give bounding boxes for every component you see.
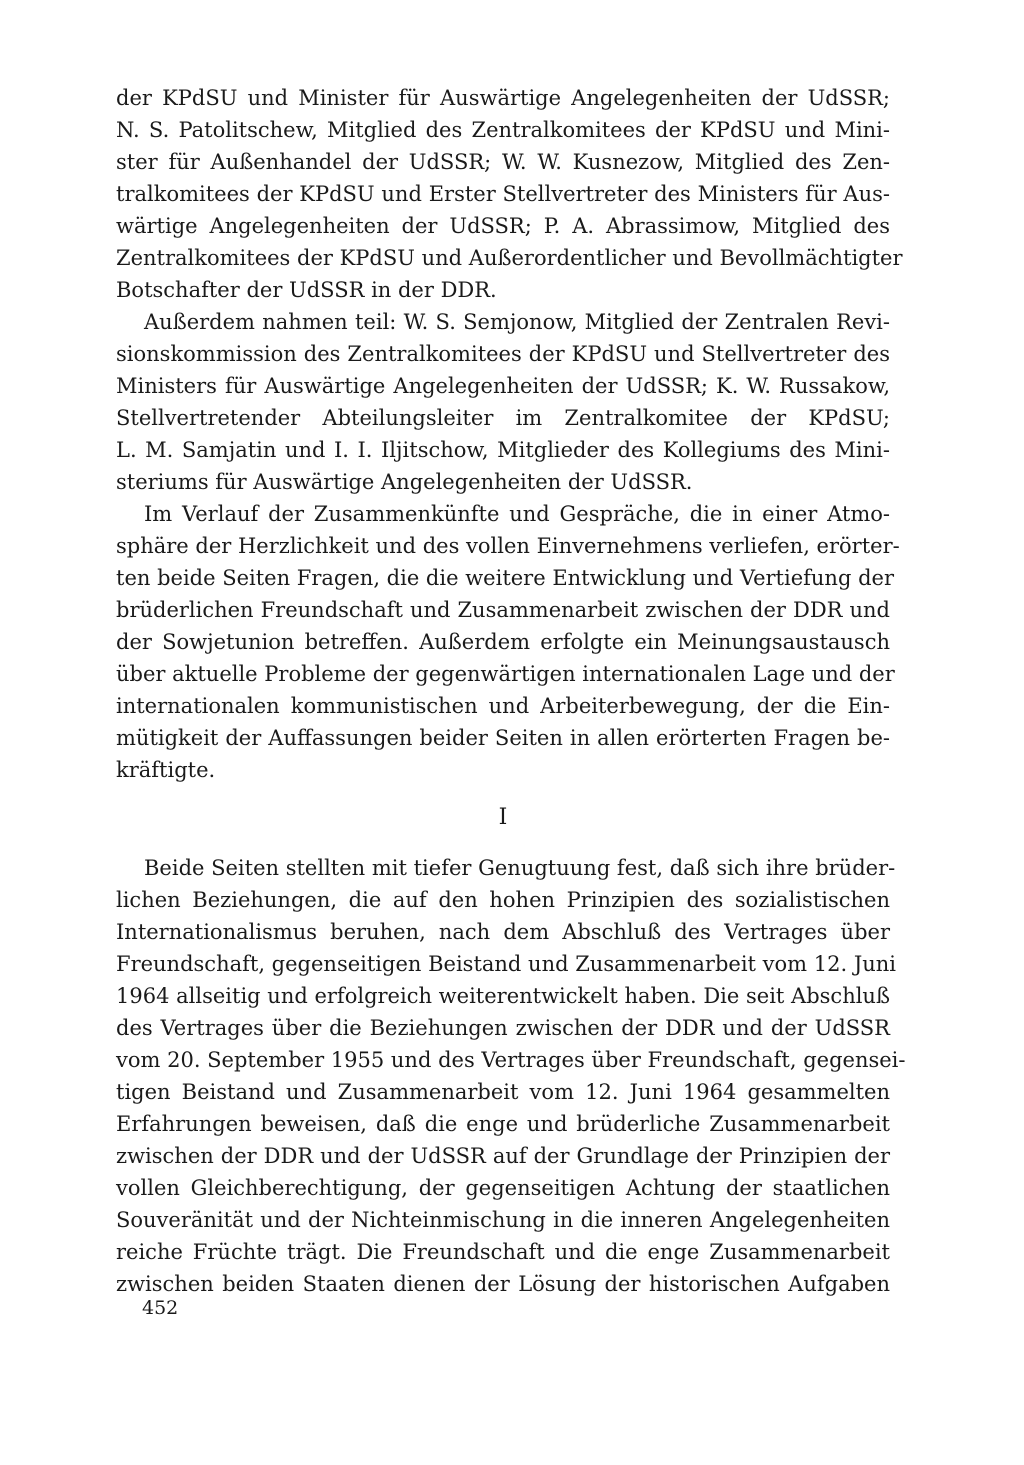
- text-line: zwischen beiden Staaten dienen der Lösung der historischen Aufgaben: [116, 1272, 890, 1296]
- text-line: Souveränität und der Nichteinmischung in die inneren Angelegenheiten: [116, 1208, 890, 1232]
- text-line: der KPdSU und Minister für Auswärtige Angelegenheiten der UdSSR;: [116, 86, 890, 110]
- text-line: Ministers für Auswärtige Angelegenheiten der UdSSR; K. W. Russakow,: [116, 374, 890, 398]
- text-line: reiche Früchte trägt. Die Freundschaft und die enge Zusammenarbeit: [116, 1240, 890, 1264]
- text-line: mütigkeit der Auffassungen beider Seiten in allen erörterten Fragen be-: [116, 726, 890, 750]
- text-line: zwischen der DDR und der UdSSR auf der Grundlage der Prinzipien der: [116, 1144, 890, 1168]
- text-line: ster für Außenhandel der UdSSR; W. W. Kusnezow, Mitglied des Zen-: [116, 150, 890, 174]
- text-line: sphäre der Herzlichkeit und des vollen Einvernehmens verliefen, erörter-: [116, 534, 900, 558]
- text-line: Internationalismus beruhen, nach dem Abschluß des Vertrages über: [116, 920, 890, 944]
- page-number: 452: [142, 1297, 179, 1319]
- text-line: wärtige Angelegenheiten der UdSSR; P. A. Abrassimow, Mitglied des: [116, 214, 890, 238]
- text-line: internationalen kommunistischen und Arbeiterbewegung, der die Ein-: [116, 694, 890, 718]
- text-line: Außerdem nahmen teil: W. S. Semjonow, Mitglied der Zentralen Revi-: [144, 310, 890, 334]
- text-line: steriums für Auswärtige Angelegenheiten der UdSSR.: [116, 470, 693, 494]
- text-line: Erfahrungen beweisen, daß die enge und brüderliche Zusammenarbeit: [116, 1112, 890, 1136]
- text-line: des Vertrages über die Beziehungen zwischen der DDR und der UdSSR: [116, 1016, 890, 1040]
- text-line: N. S. Patolitschew, Mitglied des Zentralkomitees der KPdSU und Mini-: [116, 118, 890, 142]
- paragraph: [116, 82, 903, 306]
- text-line: brüderlichen Freundschaft und Zusammenarbeit zwischen der DDR und: [116, 598, 890, 622]
- text-line: über aktuelle Probleme der gegenwärtigen internationalen Lage und der: [116, 662, 895, 686]
- text-block-top: [116, 82, 903, 786]
- text-line: Botschafter der UdSSR in der DDR.: [116, 278, 497, 302]
- text-line: vollen Gleichberechtigung, der gegenseitigen Achtung der staatlichen: [116, 1176, 890, 1200]
- paragraph: [116, 498, 900, 786]
- text-line: lichen Beziehungen, die auf den hohen Prinzipien des sozialistischen: [116, 888, 890, 912]
- page-body: [116, 82, 906, 1300]
- text-line: tralkomitees der KPdSU und Erster Stellvertreter des Ministers für Aus-: [116, 182, 890, 206]
- text-line: kräftigte.: [116, 758, 216, 782]
- text-line: Zentralkomitees der KPdSU und Außerordentlicher und Bevollmächtigter: [116, 246, 903, 270]
- text-block-section: [116, 852, 906, 1300]
- text-line: Stellvertretender Abteilungsleiter im Zentralkomitee der KPdSU;: [116, 406, 890, 430]
- text-line: Beide Seiten stellten mit tiefer Genugtuung fest, daß sich ihre brüder-: [144, 856, 896, 880]
- text-line: L. M. Samjatin und I. I. Iljitschow, Mitglieder des Kollegiums des Mini-: [116, 438, 890, 462]
- text-line: Im Verlauf der Zusammenkünfte und Gespräche, die in einer Atmo-: [144, 502, 890, 526]
- text-line: Freundschaft, gegenseitigen Beistand und Zusammenarbeit vom 12. Juni: [116, 952, 897, 976]
- paragraph: [116, 852, 906, 1300]
- text-line: der Sowjetunion betreffen. Außerdem erfolgte ein Meinungsaustausch: [116, 630, 890, 654]
- paragraph: [116, 306, 890, 498]
- text-line: 1964 allseitig und erfolgreich weiterentwickelt haben. Die seit Abschluß: [116, 984, 890, 1008]
- text-line: vom 20. September 1955 und des Vertrages über Freundschaft, gegensei-: [116, 1048, 906, 1072]
- text-line: tigen Beistand und Zusammenarbeit vom 12. Juni 1964 gesammelten: [116, 1080, 890, 1104]
- text-line: ten beide Seiten Fragen, die die weitere Entwicklung und Vertiefung der: [116, 566, 894, 590]
- text-line: sionskommission des Zentralkomitees der KPdSU und Stellvertreter des: [116, 342, 890, 366]
- section-heading: I: [498, 805, 508, 830]
